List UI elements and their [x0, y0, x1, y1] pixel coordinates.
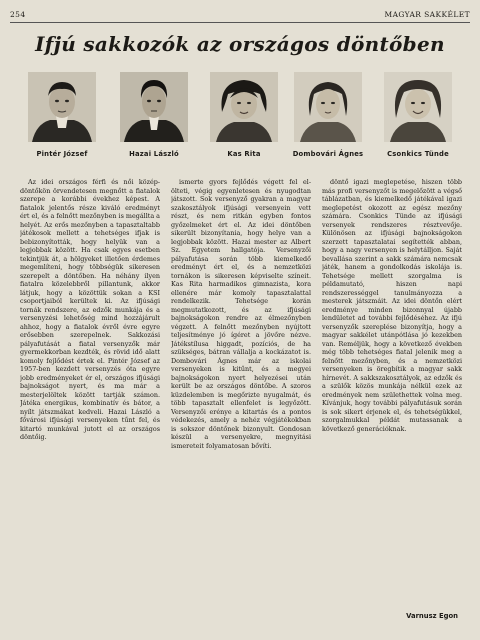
column-text: Az idei országos férfi és női közép-döntőkön örvendetesen megnőtt a fiatalok szerepe a korábbi évekhez képest. A fiatalok jelentős része kiváló eredményt ért el, és a felnőtt mezőnyben is megállta a helyét. Az erős mezőnyben a tapasztaltabb játékosok mellett a tehetséges ifjak is bebizonyították, hogy helyük van a legjobbak között. Ha csak egyes esetben tekintjük át, a hölgyeket illetően érdemes megemlíteni, hogy többségük sikeresen szerepelt a döntőben. Ha néhány ilyen fiatalra közelebbről pillantunk, akkor látjuk, hogy a közöttük sokan a KSI csoportjaiból kerültek ki. Az ifjúsági tornák rendszere, az edzők munkája és a versenyzési lehetőség mind hozzájárult ahhoz, hogy a fiatalok évről évre egyre erősebben szerepelnek. Sakkozási pályafutását a fiatal versenyzők már gyermekkorban kezdték, és rövid idő alatt komoly fejlődést értek el. Pintér József az 1957-ben kezdett versenyzés óta egyre jobb eredményeket ér el, országos ifjúsági bajnokságot nyert, és ma már a mesterjelöltek között tartják számon. Játéka energikus, kombinatív és bátor, a nyílt játszmákat kedveli. Hazai László a fővárosi ifjúsági versenyeken tűnt fel, és kitartó munkával jutott el az országos döntőig. — [20, 178, 160, 441]
page-number: 254 — [10, 10, 26, 19]
magazine-name: MAGYAR SAKKÉLET — [384, 10, 470, 19]
player-card — [288, 72, 368, 158]
player-card — [22, 72, 102, 158]
article-column-1 — [20, 178, 160, 630]
player-name: Dombovári Ágnes — [292, 150, 364, 158]
article-column-2 — [171, 178, 311, 630]
article-column-3 — [322, 178, 462, 604]
player-card — [114, 72, 194, 158]
player-card — [204, 72, 284, 158]
player-photo — [210, 72, 278, 142]
player-photo — [384, 72, 452, 142]
player-photos-row — [0, 72, 480, 172]
player-photo — [294, 72, 362, 142]
column-text: ismerte gyors fejlődés végett fel el-ölteti, végig egyenletesen és nyugodtan játszott. Sok versenyző gyakran a magyar szakosztályok ifjúsági versenyein vett részt, és nem ritkán egyben fontos győzelmeket ért el. Az idei döntőben sikerült bizonyítania, hogy helye van a legjobbak között. Hazai mester az Albert Sz. Egyetem hallgatója. Versenyzői pályafutása során több kiemelkedő eredményt ért el, és a nemzetközi tornákon is sikeresen képviselte színeit. Kas Rita harmadikos gimnazista, kora ellenére már komoly tapasztalattal rendelkezik. Tehetsége korán megmutatkozott, és az ifjúsági bajnokságokon rendre az élmezőnyben végzett. A felnőtt mezőnyben nyújtott teljesítménye jó ígéret a jövőre nézve. Játékstílusa higgadt, pozíciós, de ha szükséges, bátran vállalja a kockázatot is. Dombovári Ágnes már az iskolai versenyeken is kitűnt, és a megyei bajnokságokon nyert helyezései után került be az országos döntőbe. A szoros küzdelemben is megőrizte nyugalmát, és több tapasztalt ellenfelet is legyőzött. Versenyzői erénye a kitartás és a pontos védekezés, amely a nehéz végjátékokban is sokszor döntőnek bizonyult. Gondosan készül a versenyekre, megnyitási ismereteit folyamatosan bővíti. — [171, 178, 311, 450]
player-photo — [28, 72, 96, 142]
player-name: Kas Rita — [227, 150, 261, 158]
player-name: Pintér József — [36, 150, 88, 158]
column-text: döntő igazi meglepetése, hiszen több más profi versenyzőt is megelőzött a végső táblázatban, és kiemelkedő játékával igazi meglepetést okozott az egész mezőny számára. Csonkics Tünde az ifjúsági versenyek rendszeres résztvevője. Különösen az ifjúsági bajnokságokon szerzett tapasztalatai segítették abban, hogy a nagy versenyen is helytálljon. Saját bevallása szerint a sakk számára nemcsak játék, hanem a gondolkodás iskolája is. Tehetsége mellett szorgalma is példamutató, hiszen napi rendszerességgel tanulmányozza a mesterek játszmáit. Az idei döntőn elért eredménye minden bizonnyal újabb lendületet ad további fejlődéséhez. Az ifjú versenyzők szereplése bizonyítja, hogy a magyar sakkélet utánpótlása jó kezekben van. Reméljük, hogy a következő években még több tehetséges fiatal jelenik meg a felnőtt mezőnyben, és a nemzetközi versenyeken is öregbítik a magyar sakk hírnevét. A sakkszakosztályok, az edzők és a szülők közös munkája nélkül ezek az eredmények nem születhettek volna meg. Kívánjuk, hogy további pályafutásuk során is sok sikert érjenek el, és tehetségükkel, szorgalmukkal példát mutassanak a következő generációknak. — [322, 178, 462, 433]
player-name: Hazai László — [129, 150, 179, 158]
player-name: Csonkics Tünde — [387, 150, 449, 158]
player-card — [378, 72, 458, 158]
article-title: Ifjú sakkozók az országos döntőben — [35, 32, 445, 56]
author-signature: Varnusz Egon — [406, 612, 458, 620]
page-header — [10, 8, 470, 23]
player-photo — [120, 72, 188, 142]
